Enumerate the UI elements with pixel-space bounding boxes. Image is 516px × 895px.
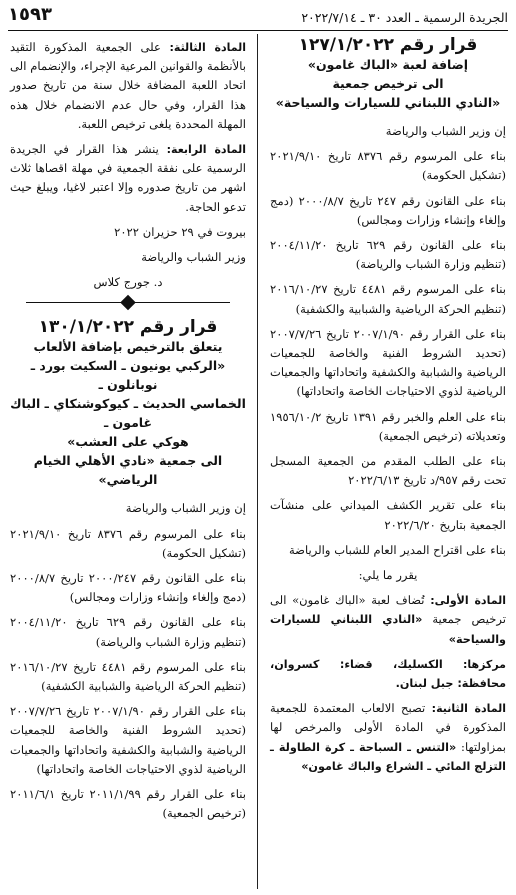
- decree-subject-1: إضافة لعبة «الباك غامون»: [307, 57, 469, 72]
- minister-line: إن وزير الشباب والرياضة: [125, 501, 246, 516]
- recital: بناء على القرار رقم ٢٠٠٧/١/٩٠ تاريخ ٢٠٠٧/٧/٢٦ (تحديد الشروط الفنية والخاصة للجمعيات الرياضية والشبابية والكشفية واتحاداتها والجمعيات الرياضية لذوي الاحتياجات الخاصة واتحاداتها): [270, 326, 506, 399]
- recital: بناء على القانون رقم ٦٢٩ تاريخ ٢٠٠٤/١١/٢٠ (تنظيم وزارة الشباب والرياضة): [270, 238, 506, 272]
- location-text: الكسليك، قضاء: كسروان، محافظة: جبل لبنان.: [270, 657, 506, 691]
- recital: بناء على المرسوم رقم ٨٣٧٦ تاريخ ٢٠٢١/٩/١٠ (تشكيل الحكومة): [10, 526, 246, 560]
- running-title: الجريدة الرسمية ـ العدد ٣٠ ـ ٢٠٢٢/٧/١٤: [301, 10, 508, 25]
- recital: بناء على القرار رقم ٢٠١١/١/٩٩ تاريخ ٢٠١١/٦/١ (ترخيص الجمعية): [10, 787, 246, 821]
- article-3-label: المادة الثالثة:: [169, 41, 246, 54]
- signer-title: وزير الشباب والرياضة: [141, 250, 246, 265]
- minister-line: إن وزير الشباب والرياضة: [385, 124, 506, 138]
- location: [270, 655, 506, 693]
- location-label: مركزها:: [462, 657, 506, 671]
- article-3-text: على الجمعية المذكورة التقيد بالأنظمة والقوانين المرعية الإجراء، والإنضمام الى اتحاد اللعبة المضافة خلال سنة من تاريخ صدور هذا القرار، وفي حال عدم الانضمام خلال هذه المهلة المحددة يلغى ترخيص اللعبة.: [10, 40, 246, 131]
- section-separator: [10, 296, 246, 310]
- decree-subject-3: «النادي اللبناني للسيارات والسياحة»: [275, 95, 501, 110]
- decree-2-subject-3: الخماسي الحديث ـ كيوكوشنكاي ـ الباك غامون ـ: [10, 396, 246, 431]
- decree-2-title: قرار رقم ١٣٠/١/٢٠٢٢: [38, 317, 218, 338]
- column-divider: [257, 34, 258, 889]
- article-1-text: تُضاف لعبة «الباك غامون» الى ترخيص جمعية: [270, 593, 506, 627]
- recital: بناء على القانون رقم ٦٢٩ تاريخ ٢٠٠٤/١١/٢٠ (تنظيم وزارة الشباب والرياضة): [10, 615, 246, 649]
- article-3: [10, 38, 246, 134]
- decree-2-subject-4: هوكي على العشب»: [67, 434, 189, 450]
- decree-title: قرار رقم ١٢٧/١/٢٠٢٢: [298, 35, 478, 55]
- page-number: ١٥٩٣: [8, 4, 52, 25]
- decree-subject-2: الى ترخيص جمعية: [332, 76, 444, 91]
- signer-name: د. جورج كلاس: [93, 275, 163, 290]
- article-2-text: تصبح الالعاب المعتمدة للجمعية المذكورة في المادة الأولى والمرخص لها بمزاولتها:: [270, 701, 507, 754]
- header-rule: [8, 30, 508, 31]
- decree-2-subject-5: الى جمعية «نادي الأهلي الخيام الرياضي»: [33, 453, 223, 488]
- article-2-label: المادة الثانية:: [431, 702, 507, 716]
- decree-2-subject-1: يتعلق بالترخيص بإضافة الألعاب: [33, 339, 223, 355]
- recital: بناء على المرسوم رقم ٤٤٨١ تاريخ ٢٠١٦/١٠/٢٧ (تنظيم الحركة الرياضية والشبابية الكشفية): [10, 659, 246, 694]
- recital: بناء على اقتراح المدير العام للشباب والرياضة: [288, 542, 506, 557]
- page-header: [8, 4, 508, 30]
- right-column: [270, 36, 506, 776]
- article-2-games: «التنس ـ السباحة ـ كرة الطاولة ـ التزلج المائي ـ الشراع والباك غامون»: [270, 740, 506, 773]
- recital: بناء على تقرير الكشف الميداني على منشآت الجمعية بتاريخ ٢٠٢٢/٦/٢٠: [270, 498, 506, 532]
- place-date: بيروت في ٢٩ حزيران ٢٠٢٢: [114, 224, 246, 239]
- article-4: [10, 140, 246, 217]
- left-column: [10, 38, 246, 823]
- recital: بناء على الطلب المقدم من الجمعية المسجل تحت رقم ٩٥٧/د تاريخ ٢٠٢٢/٦/١٣: [270, 454, 506, 488]
- recital: بناء على المرسوم رقم ٤٤٨١ تاريخ ٢٠١٦/١٠/٢٧ (تنظيم الحركة الرياضية والشبابية والكشفية): [270, 282, 506, 316]
- recital: بناء على القانون رقم ٢٤٧ تاريخ ٢٠٠٠/٨/٧ (دمج وإلغاء وإنشاء وزارات ومجالس): [270, 193, 506, 227]
- recital: بناء على العلم والخبر رقم ١٣٩١ تاريخ ١٩٥٦/١٠/٢ وتعديلاته (ترخيص الجمعية): [270, 409, 506, 443]
- article-4-text: ينشر هذا القرار في الجريدة الرسمية على نفقة الجمعية في مهلة اقصاها ثلاث اشهر من تاريخ صدوره وإلا اعتبر لاغيا، ويبلغ حيث تدعو الحاجة.: [10, 142, 246, 214]
- article-1: [270, 591, 506, 649]
- article-2: [270, 699, 506, 776]
- article-1-label: المادة الأولى:: [430, 594, 506, 608]
- recital: بناء على المرسوم رقم ٨٣٧٦ تاريخ ٢٠٢١/٩/١٠ (تشكيل الحكومة): [270, 149, 506, 183]
- recital: بناء على القانون رقم ٢٠٠٠/٢٤٧ تاريخ ٢٠٠٠/٨/٧ (دمج وإلغاء وإنشاء وزارات ومجالس): [10, 571, 246, 605]
- decree-2-subject-2: «الركبي يونيون ـ السكيت بورد ـ نوبانلون ـ: [30, 358, 226, 393]
- recital: بناء على القرار رقم ٢٠٠٧/١/٩٠ تاريخ ٢٠٠٧/٧/٢٦ (تحديد الشروط الفنية والخاصة للجمعيات الرياضية والشبابية والكشفية واتحاداتها والجمعيات الرياضية لذوي الاحتياجات الخاصة واتحاداتها): [10, 704, 246, 776]
- article-4-label: المادة الرابعة:: [166, 143, 246, 157]
- article-1-club: «النادي اللبناني للسيارات والسياحة»: [270, 613, 506, 646]
- decides-line: يقرر ما يلي:: [358, 568, 418, 583]
